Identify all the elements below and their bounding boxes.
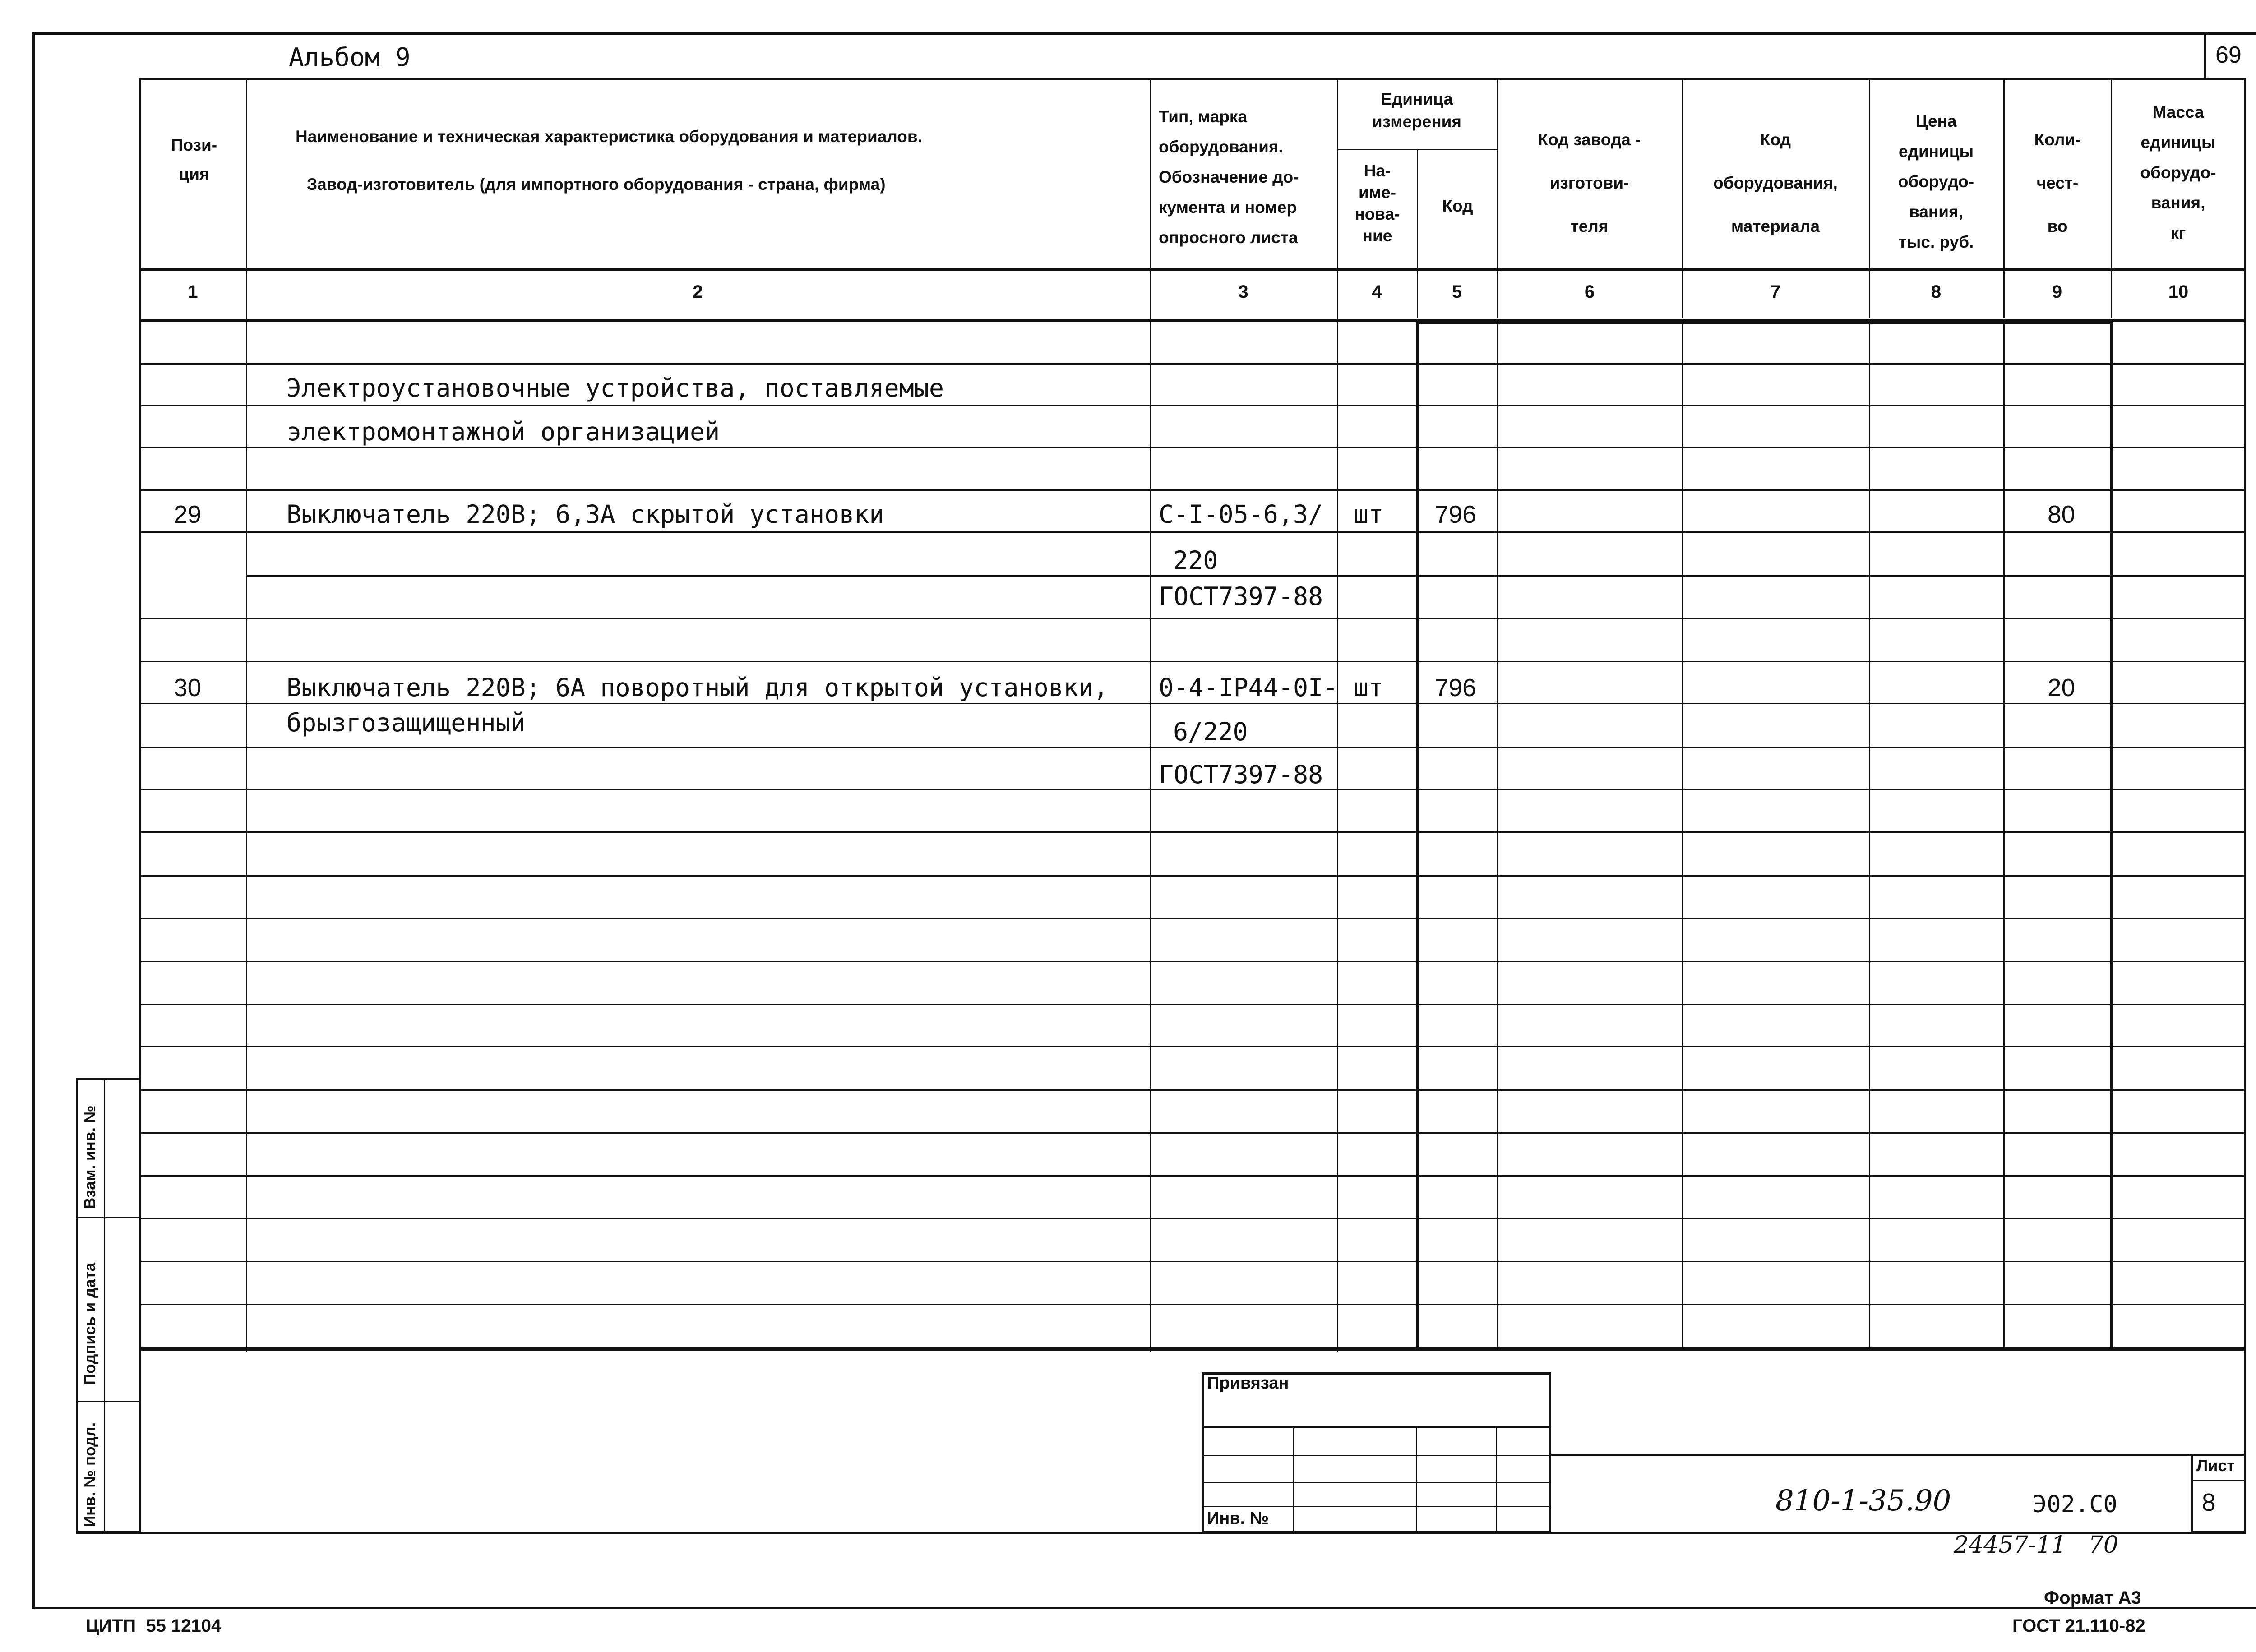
inv-no-label: Инв. № xyxy=(1207,1509,1269,1528)
item30-qty: 20 xyxy=(2048,674,2076,701)
section-title-2: электромонтажной организацией xyxy=(287,417,720,446)
col-num-7: 7 xyxy=(1770,282,1781,302)
doc-suffix: Э02.С0 xyxy=(2033,1491,2117,1518)
sheet-number: 8 xyxy=(2202,1488,2216,1516)
item30-type-3: ГОСТ7397-88 xyxy=(1159,760,1323,789)
col-num-9: 9 xyxy=(2052,282,2062,302)
item29-unit: шт xyxy=(1354,500,1384,529)
col-header-unit-name: На- име- нова- ние xyxy=(1355,162,1400,245)
privyazan-label: Привязан xyxy=(1207,1374,1289,1393)
handwritten-note: 24457-11 70 xyxy=(1954,1532,2118,1559)
col-header-equip-code: Код оборудования, материала xyxy=(1713,130,1838,235)
page-number: 69 xyxy=(2215,42,2242,68)
side-inv: Инв. № подл. xyxy=(81,1422,99,1527)
col-header-mass: Масса единицы оборудо- вания, кг xyxy=(2140,103,2216,242)
item29-type-1: С-I-05-6,3/ xyxy=(1159,500,1323,529)
item29-qty: 80 xyxy=(2048,500,2076,528)
footer-gost: ГОСТ 21.110-82 xyxy=(2012,1616,2145,1636)
item30-name-1: Выключатель 220В; 6А поворотный для открытой установки, xyxy=(287,673,1109,702)
item30-code: 796 xyxy=(1435,674,1476,701)
col-header-qty: Коли- чест- во xyxy=(2034,130,2081,235)
col-num-10: 10 xyxy=(2168,282,2189,302)
col-num-4: 4 xyxy=(1372,282,1382,302)
col-header-factory-code: Код завода - изготови- теля xyxy=(1538,130,1641,235)
col-num-8: 8 xyxy=(1931,282,1942,302)
doc-code: 810-1-35.90 xyxy=(1775,1484,1951,1518)
item30-type-2: 6/220 xyxy=(1173,717,1248,746)
item29-type-3: ГОСТ7397-88 xyxy=(1159,582,1323,611)
col-num-2: 2 xyxy=(693,282,703,302)
item30-type-1: 0-4-IP44-0I- xyxy=(1159,673,1338,702)
col-num-6: 6 xyxy=(1584,282,1595,302)
col-header-name-2: Завод-изготовитель (для импортного оборудования - страна, фирма) xyxy=(307,175,886,194)
col-header-unit: Единица измерения xyxy=(1372,90,1462,131)
item30-unit: шт xyxy=(1354,673,1384,702)
col-num-3: 3 xyxy=(1238,282,1248,302)
col-header-price: Цена единицы оборудо- вания, тыс. руб. xyxy=(1898,112,1974,251)
footer-format: Формат А3 xyxy=(2044,1588,2141,1608)
side-podpis: Подпись и дата xyxy=(81,1262,99,1385)
col-num-5: 5 xyxy=(1452,282,1462,302)
col-header-unit-code: Код xyxy=(1442,197,1473,215)
item30-pos: 30 xyxy=(174,674,202,701)
sheet-label: Лист xyxy=(2196,1456,2235,1475)
col-num-1: 1 xyxy=(188,282,198,302)
side-zam: Взам. инв. № xyxy=(81,1105,99,1209)
item29-name: Выключатель 220В; 6,3А скрытой установки xyxy=(287,500,884,529)
item29-type-2: 220 xyxy=(1173,546,1218,575)
footer-left: ЦИТП 55 12104 xyxy=(86,1616,222,1636)
thick-box xyxy=(1416,321,2113,1351)
item29-pos: 29 xyxy=(174,500,202,528)
col-header-pos: Пози- ция xyxy=(171,136,217,183)
section-title-1: Электроустановочные устройства, поставляемые xyxy=(287,374,944,402)
item30-name-2: брызгозащищенный xyxy=(287,708,526,737)
col-header-type: Тип, марка оборудования. Обозначение до- кумента и номер опросного листа xyxy=(1159,107,1299,247)
col-header-name-1: Наименование и техническая характеристика оборудования и материалов. xyxy=(296,127,922,146)
item29-code: 796 xyxy=(1435,500,1476,528)
album-label: Альбом 9 xyxy=(289,43,411,72)
